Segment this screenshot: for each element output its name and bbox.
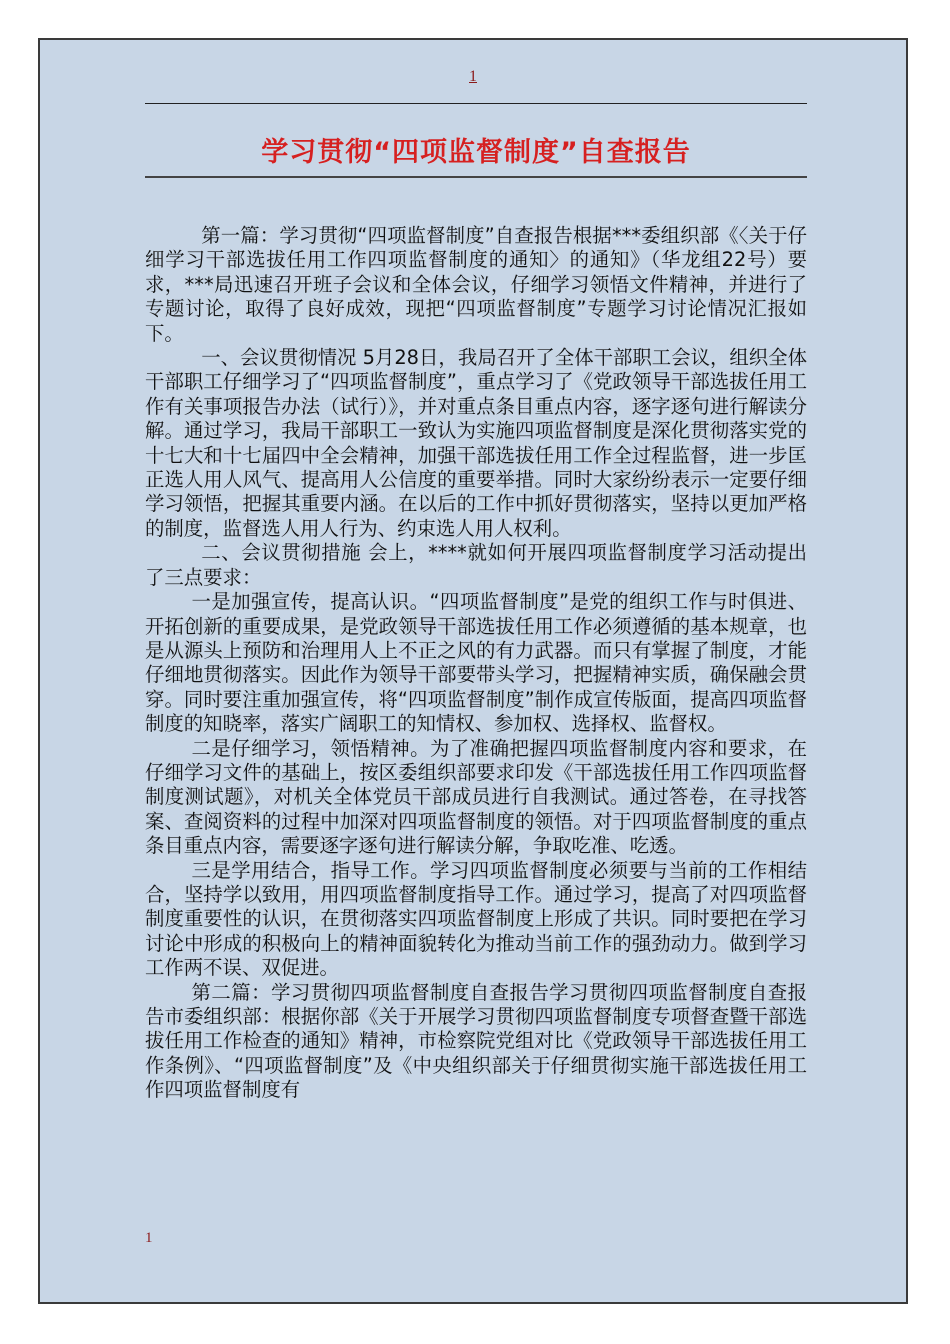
paragraph-2: 一、会议贯彻情况 5月28日，我局召开了全体干部职工会议，组织全体干部职工仔细学习了“四项监督制度”，重点学习了《党政领导干部选拔任用工作有关事项报告办法（试行）》，并对重点条目重点内容，逐字逐句进行解读分解。通过学习，我局干部职工一致认为实施四项监督制度是深化贯彻落实党的十七大和十七届四中全会精神，加强干部选拔任用工作全过程监督，进一步匡正选人用人风气、提高用人公信度的重要举措。同时大家纷纷表示一定要仔细学习领悟，把握其重要内涵。在以后的工作中抓好贯彻落实，坚持以更加严格的制度，监督选人用人行为、约束选人用人权利。 [145,346,807,540]
paragraph-3: 二、会议贯彻措施 会上，****就如何开展四项监督制度学习活动提出了三点要求： [145,541,807,589]
title-divider [145,176,807,178]
document-page [38,38,908,1304]
document-body [145,224,807,1103]
paragraph-4: 一是加强宣传，提高认识。“四项监督制度”是党的组织工作与时俱进、开拓创新的重要成果，是党政领导干部选拔任用工作必须遵循的基本规章，也是从源头上预防和治理用人上不正之风的有力武器。而只有掌握了制度，才能仔细地贯彻落实。因此作为领导干部要带头学习，把握精神实质，确保融会贯穿。同时要注重加强宣传，将“四项监督制度”制作成宣传版面，提高四项监督制度的知晓率，落实广阔职工的知情权、参加权、选择权、监督权。 [145,590,807,736]
footer-page-number: 1 [145,1230,153,1246]
paragraph-1: 第一篇：学习贯彻“四项监督制度”自查报告根据***委组织部《〈关于仔细学习干部选拔任用工作四项监督制度的通知〉的通知》（华龙组22号）要求，***局迅速召开班子会议和全体会议，仔细学习领悟文件精神，并进行了专题讨论，取得了良好成效，现把“四项监督制度”专题学习讨论情况汇报如下。 [145,224,807,345]
paragraph-7: 第二篇：学习贯彻四项监督制度自查报告学习贯彻四项监督制度自查报告市委组织部：根据你部《关于开展学习贯彻四项监督制度专项督查暨干部选拔任用工作检查的通知》精神，市检察院党组对比《党政领导干部选拔任用工作条例》、“四项监督制度”及《中央组织部关于仔细贯彻实施干部选拔任用工作四项监督制度有 [145,980,807,1102]
header-divider [145,103,807,104]
header-page-number: 1 [469,68,477,85]
paragraph-6: 三是学用结合，指导工作。学习四项监督制度必须要与当前的工作相结合，坚持学以致用，用四项监督制度指导工作。通过学习，提高了对四项监督制度重要性的认识，在贯彻落实四项监督制度上形成了共识。同时要把在学习讨论中形成的积极向上的精神面貌转化为推动当前工作的强劲动力。做到学习工作两不误、双促进。 [145,858,807,980]
document-title: 学习贯彻“四项监督制度”自查报告 [261,137,691,168]
paragraph-5: 二是仔细学习，领悟精神。为了准确把握四项监督制度内容和要求，在仔细学习文件的基础上，按区委组织部要求印发《干部选拔任用工作四项监督制度测试题》，对机关全体党员干部成员进行自我测试。通过答卷，在寻找答案、查阅资料的过程中加深对四项监督制度的领悟。对于四项监督制度的重点条目重点内容，需要逐字逐句进行解读分解，争取吃准、吃透。 [145,736,807,858]
